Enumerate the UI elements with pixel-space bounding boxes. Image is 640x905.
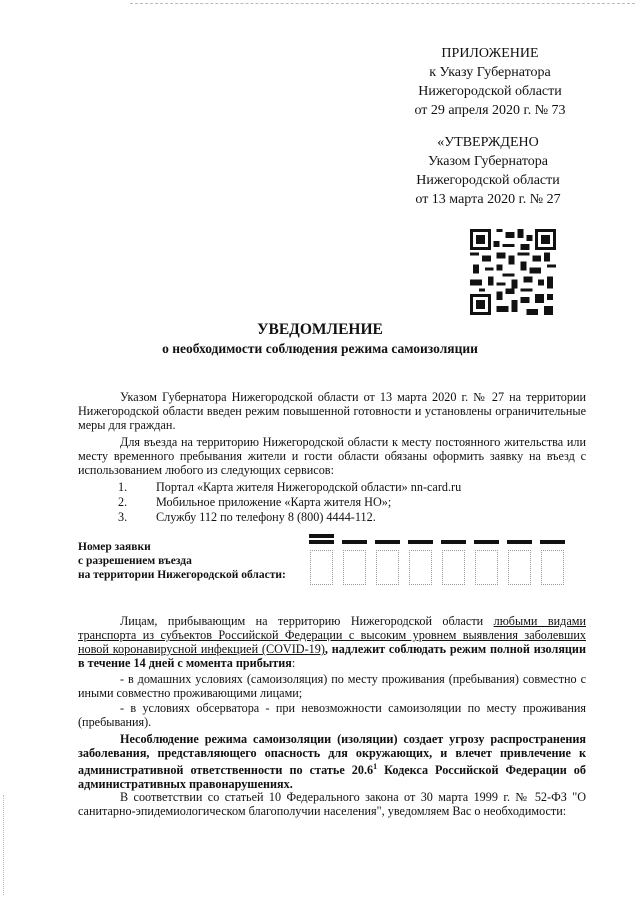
appendix-block: [390, 44, 590, 120]
intro-paragraph-1: Указом Губернатора Нижегородской области от 13 марта 2020 г. № 27 на территории Нижегородской области введен режим повышенной готовности и установлены ограничительные меры для граждан.: [78, 390, 586, 432]
appendix-line: к Указу Губернатора: [429, 65, 551, 80]
approved-line: «УТВЕРЖДЕНО: [437, 135, 539, 150]
appendix-line: ПРИЛОЖЕНИЕ: [441, 46, 539, 61]
approved-line: Нижегородской области: [416, 173, 560, 188]
isolation-paragraph: Лицам, прибывающим на территорию Нижегородской области любыми видами транспорта из субъектов Российской Федерации с высоким уровнем выявления заболевших новой коронавирусной инфекцией (COVID-19), надлежит соблюдать режим полной изоляции в течение 14 дней с момента прибытия:: [78, 614, 586, 670]
isolation-option-home: - в домашних условиях (самоизоляция) по месту проживания (пребывания) совместно с иными совместно проживающими лицами;: [78, 672, 586, 700]
permit-number-field[interactable]: [308, 537, 566, 587]
federal-law-paragraph: В соответствии со статьей 10 Федерального закона от 30 марта 1999 г. № 52-ФЗ "О санитарно-эпидемиологическом благополучии населения", уведомляем Вас о необходимости:: [78, 790, 586, 818]
left-margin-marks: [3, 795, 4, 895]
approved-line: Указом Губернатора: [427, 154, 549, 169]
permit-digit-cell[interactable]: [341, 537, 368, 587]
permit-number-label: Номер заявки с разрешением въезда на территории Нижегородской области:: [78, 541, 286, 581]
list-item: 3. Службу 112 по телефону 8 (800) 4444-112.: [118, 510, 376, 524]
permit-digit-cell[interactable]: [473, 537, 500, 587]
permit-digit-cell[interactable]: [440, 537, 467, 587]
appendix-line: от 29 апреля 2020 г. № 73: [414, 103, 566, 118]
list-item: 2. Мобильное приложение «Карта жителя НО»;: [118, 495, 392, 509]
qr-code-icon: [470, 229, 556, 315]
service-112: Службу 112 по телефону 8 (800) 4444-112.: [156, 510, 376, 524]
permit-digit-cell[interactable]: [407, 537, 434, 587]
liability-paragraph: Несоблюдение режима самоизоляции (изоляции) создает угрозу распространения заболевания, представляющего опасность для окружающих, и влечет привлечение к административной ответственности по статье 20.6$^1$ Кодекса Российской Федерации об административных правонарушениях.: [78, 732, 586, 792]
service-app: Мобильное приложение «Карта жителя НО»;: [156, 495, 392, 509]
page-subtitle: о необходимости соблюдения режима самоизоляции: [162, 341, 478, 356]
permit-digit-cell[interactable]: [539, 537, 566, 587]
list-item: 1. Портал «Карта жителя Нижегородской области» nn-card.ru: [118, 480, 462, 494]
approved-block: [388, 133, 588, 209]
intro-paragraph-2: Для въезда на территорию Нижегородской области к месту постоянного жительства или месту временного пребывания жители и гости области обязаны оформить заявку на въезд с использованием любого из следующих сервисов:: [78, 435, 586, 477]
permit-digit-cell[interactable]: [506, 537, 533, 587]
page-title: УВЕДОМЛЕНИЕ: [257, 321, 383, 338]
transport-condition: любыми видами транспорта из субъектов Российской Федерации с высоким уровнем выявления заболевших новой коронавирусной инфекцией (COVID-19): [78, 614, 586, 656]
services-list: [118, 480, 461, 525]
appendix-line: Нижегородской области: [418, 84, 562, 99]
permit-digit-cell[interactable]: [374, 537, 401, 587]
service-portal: Портал «Карта жителя Нижегородской области» nn-card.ru: [156, 480, 462, 494]
isolation-requirement: , надлежит соблюдать режим полной изоляции в течение 14 дней с момента прибытия: [78, 642, 586, 670]
approved-line: от 13 марта 2020 г. № 27: [415, 192, 561, 207]
isolation-option-observator: - в условиях обсерватора - при невозможности самоизоляции по месту проживания (пребывания).: [78, 701, 586, 729]
top-border: [130, 3, 635, 4]
permit-digit-cell[interactable]: [308, 537, 335, 587]
